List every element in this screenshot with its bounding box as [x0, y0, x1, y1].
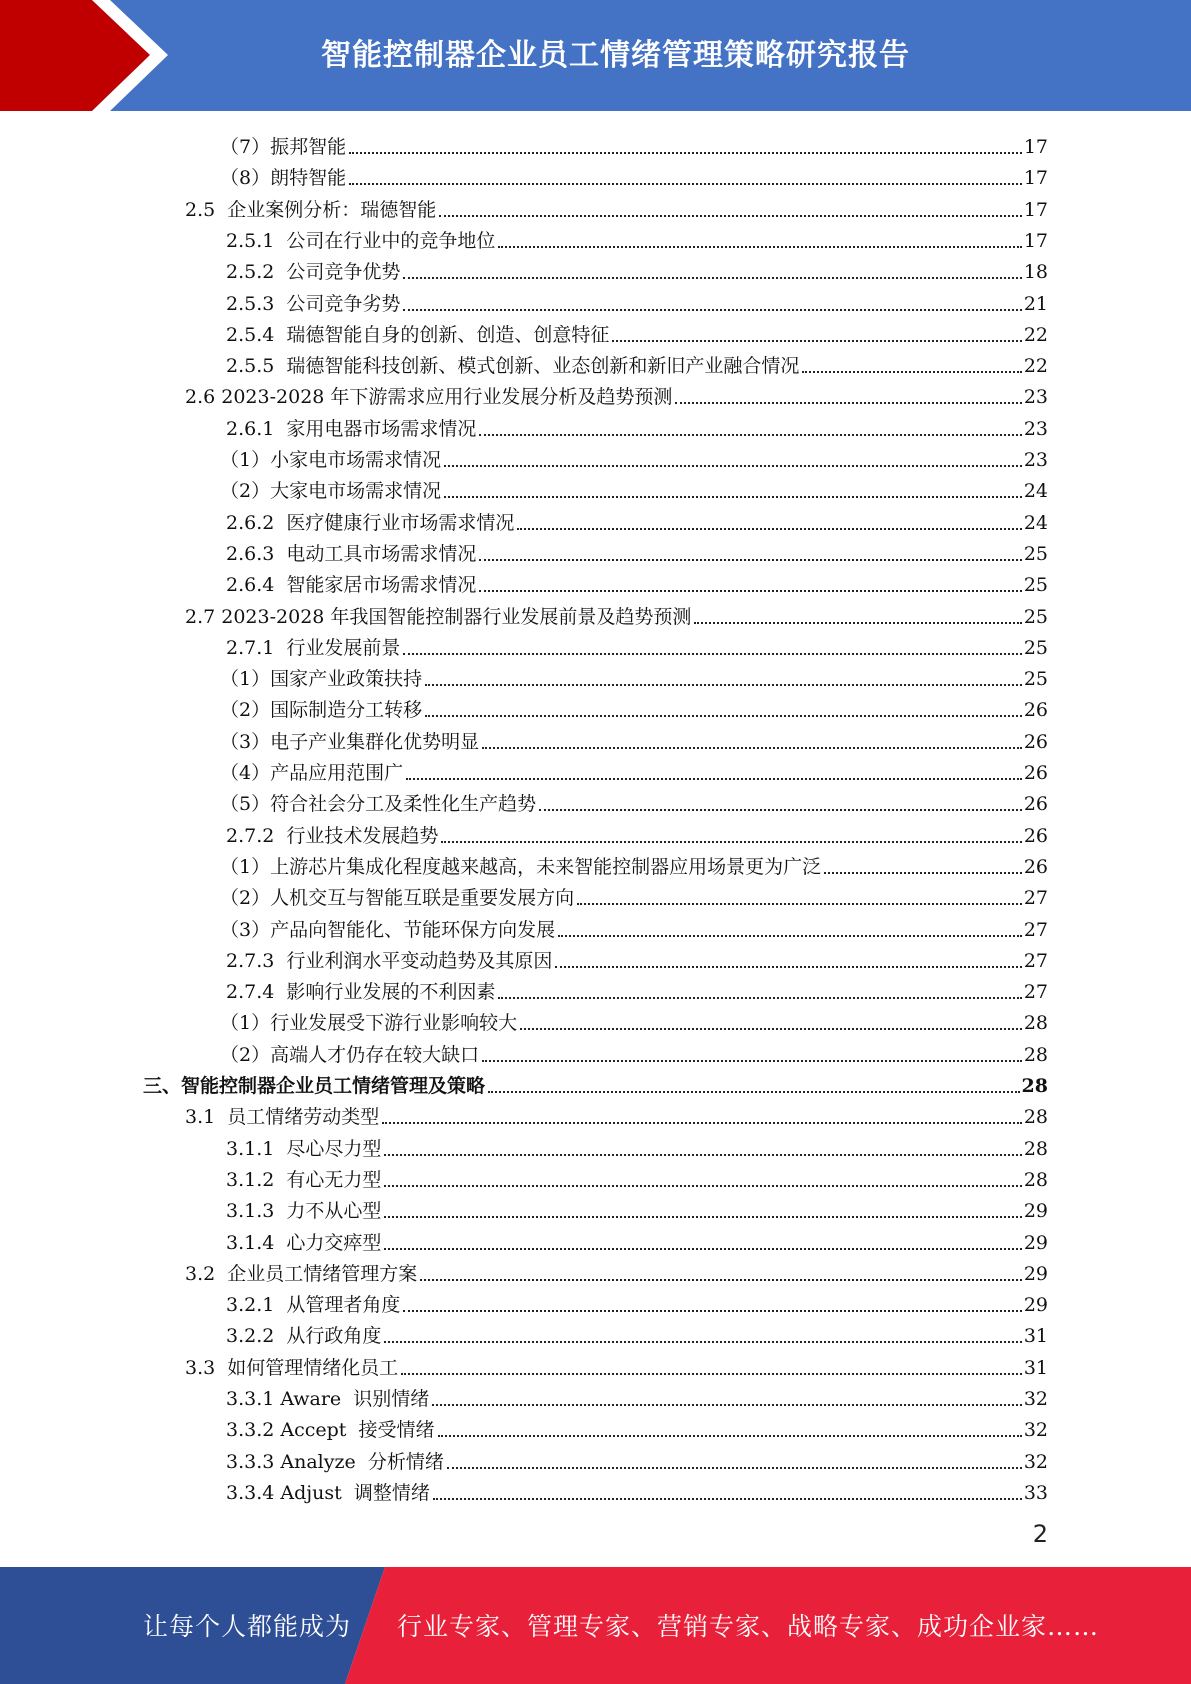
toc-dot-leader [479, 589, 1021, 592]
toc-dot-leader [384, 1215, 1021, 1218]
toc-entry[interactable] [226, 504, 1048, 535]
toc-entry-label: （1）行业发展受下游行业影响较大 [220, 1012, 518, 1035]
toc-entry-page: 21 [1023, 292, 1048, 315]
toc-entry-page: 29 [1023, 1262, 1048, 1285]
toc-entry-page: 17 [1023, 198, 1048, 221]
toc-entry-label: 2.5 企业案例分析：瑞德智能 [185, 198, 437, 221]
toc-entry-label: 3.2.2 从行政角度 [226, 1325, 382, 1348]
toc-entry-page: 24 [1023, 480, 1048, 503]
toc-entry-page: 26 [1023, 855, 1048, 878]
toc-dot-leader [441, 840, 1021, 843]
toc-entry-label: 2.6 2023-2028 年下游需求应用行业发展分析及趋势预测 [185, 386, 673, 409]
toc-dot-leader [539, 808, 1022, 811]
toc-entry-label: （2）国际制造分工转移 [220, 699, 423, 722]
toc-entry[interactable] [185, 598, 1048, 629]
toc-entry-label: 3.2 企业员工情绪管理方案 [185, 1262, 418, 1285]
toc-entry[interactable] [220, 1036, 1048, 1067]
toc-entry-label: 2.6.3 电动工具市场需求情况 [226, 542, 477, 565]
toc-entry-label: 2.7.1 行业发展前景 [226, 636, 401, 659]
toc-entry-label: 2.6.2 医疗健康行业市场需求情况 [226, 511, 515, 534]
toc-dot-leader [479, 433, 1021, 436]
toc-entry[interactable] [226, 1224, 1048, 1255]
toc-entry[interactable] [226, 817, 1048, 848]
toc-entry-label: 2.7.3 行业利润水平变动趋势及其原因 [226, 949, 553, 972]
toc-dot-leader [498, 996, 1021, 999]
toc-entry-page: 17 [1023, 229, 1048, 252]
toc-entry-page: 18 [1023, 261, 1048, 284]
toc-entry[interactable] [143, 1067, 1048, 1098]
toc-entry[interactable] [226, 222, 1048, 253]
toc-dot-leader [349, 182, 1022, 185]
toc-entry-label: 2.5.4 瑞德智能自身的创新、创造、创意特征 [226, 323, 610, 346]
toc-dot-leader [349, 151, 1022, 154]
toc-dot-leader [824, 871, 1022, 874]
toc-entry-page: 28 [1023, 1137, 1048, 1160]
toc-entry-page: 23 [1023, 449, 1048, 471]
toc-dot-leader [517, 527, 1021, 530]
toc-entry-label: 2.6.1 家用电器市场需求情况 [226, 417, 477, 440]
toc-entry[interactable] [220, 879, 1048, 910]
toc-dot-leader [438, 1434, 1022, 1437]
toc-dot-leader [403, 308, 1021, 311]
toc-entry-page: 17 [1023, 136, 1048, 158]
toc-entry[interactable] [185, 1098, 1048, 1129]
toc-dot-leader [444, 464, 1022, 467]
toc-entry-page: 28 [1023, 1043, 1048, 1066]
toc-entry-label: 2.5.5 瑞德智能科技创新、模式创新、业态创新和新旧产业融合情况 [226, 355, 800, 378]
toc-dot-leader [447, 1466, 1022, 1469]
toc-dot-leader [403, 276, 1021, 279]
toc-entry[interactable] [220, 691, 1048, 722]
toc-entry-label: 3.1.3 力不从心型 [226, 1200, 382, 1223]
toc-entry[interactable] [226, 566, 1048, 597]
toc-dot-leader [479, 558, 1021, 561]
toc-entry-label: 2.7.2 行业技术发展趋势 [226, 824, 439, 847]
toc-entry-page: 27 [1023, 949, 1048, 972]
toc-entry[interactable] [226, 1317, 1048, 1348]
toc-entry[interactable] [226, 1474, 1048, 1505]
toc-entry-page: 25 [1023, 574, 1048, 597]
toc-entry[interactable] [220, 911, 1048, 942]
toc-entry[interactable] [226, 973, 1048, 1004]
toc-entry-label: （1）国家产业政策扶持 [220, 668, 423, 691]
toc-entry-page: 25 [1023, 636, 1048, 659]
toc-entry[interactable] [226, 347, 1048, 378]
toc-entry-page: 33 [1023, 1481, 1048, 1504]
toc-entry-label: 3.2.1 从管理者角度 [226, 1294, 401, 1317]
toc-entry[interactable] [226, 535, 1048, 566]
toc-entry-page: 27 [1023, 887, 1048, 910]
toc-entry-page: 24 [1023, 511, 1048, 534]
toc-entry-page: 28 [1023, 1012, 1048, 1035]
toc-dot-leader [403, 652, 1021, 655]
page-header [0, 0, 1191, 111]
toc-entry[interactable] [220, 723, 1048, 754]
toc-entry[interactable] [185, 378, 1048, 409]
toc-entry-label: （3）电子产业集群化优势明显 [220, 730, 480, 753]
toc-entry[interactable] [220, 159, 1048, 190]
toc-entry[interactable] [226, 1161, 1048, 1192]
toc-entry[interactable] [226, 1192, 1048, 1223]
toc-entry-label: 2.5.1 公司在行业中的竞争地位 [226, 229, 496, 252]
toc-entry[interactable] [220, 660, 1048, 691]
toc-dot-leader [420, 1278, 1022, 1281]
toc-entry-page: 29 [1023, 1200, 1048, 1223]
toc-entry[interactable] [226, 1380, 1048, 1411]
toc-entry-label: 3.3.2 Accept 接受情绪 [226, 1419, 435, 1442]
toc-entry-label: （1）小家电市场需求情况 [220, 449, 442, 471]
toc-entry-label: 3.1.1 尽心尽力型 [226, 1137, 382, 1160]
toc-entry-page: 32 [1023, 1388, 1048, 1410]
page-footer [0, 1567, 1191, 1684]
toc-dot-leader [444, 495, 1022, 498]
toc-entry[interactable] [185, 1349, 1048, 1380]
toc-entry[interactable] [226, 942, 1048, 973]
toc-entry-label: （8）朗特智能 [220, 167, 347, 190]
toc-entry[interactable] [226, 1286, 1048, 1317]
toc-entry-label: （2）人机交互与智能互联是重要发展方向 [220, 887, 575, 910]
toc-entry-label: 3.3.3 Analyze 分析情绪 [226, 1450, 444, 1473]
toc-dot-leader [612, 339, 1021, 342]
toc-dot-leader [433, 1497, 1022, 1500]
toc-entry[interactable] [220, 128, 1048, 159]
toc-dot-leader [384, 1153, 1021, 1156]
footer-slogan-left: 让每个人都能成为 [143, 1612, 352, 1641]
toc-entry[interactable] [185, 1255, 1048, 1286]
toc-dot-leader [498, 245, 1021, 248]
toc-entry-label: 3.3.1 Aware 识别情绪 [226, 1388, 430, 1410]
toc-dot-leader [384, 1247, 1021, 1250]
toc-dot-leader [382, 1121, 1022, 1124]
toc-entry-label: 2.7.4 影响行业发展的不利因素 [226, 981, 496, 1004]
toc-entry[interactable] [220, 1004, 1048, 1035]
toc-entry-page: 22 [1023, 355, 1048, 378]
toc-entry-label: 2.7 2023-2028 年我国智能控制器行业发展前景及趋势预测 [185, 605, 692, 628]
toc-dot-leader [384, 1184, 1021, 1187]
toc-entry-page: 23 [1023, 417, 1048, 440]
toc-entry-label: （2）大家电市场需求情况 [220, 480, 442, 503]
toc-entry-page: 26 [1023, 730, 1048, 753]
toc-dot-leader [520, 1027, 1022, 1030]
toc-dot-leader [577, 902, 1022, 905]
toc-entry-page: 26 [1023, 824, 1048, 847]
toc-entry[interactable] [226, 285, 1048, 316]
toc-entry-page: 32 [1023, 1419, 1048, 1442]
toc-entry-page: 26 [1023, 699, 1048, 722]
toc-entry[interactable] [226, 410, 1048, 441]
toc-entry-page: 31 [1023, 1325, 1048, 1348]
toc-entry[interactable] [226, 1443, 1048, 1474]
page-number: 2 [1032, 1520, 1048, 1548]
toc-entry[interactable] [220, 785, 1048, 816]
toc-entry-label: （5）符合社会分工及柔性化生产趋势 [220, 793, 537, 816]
toc-entry-page: 28 [1023, 1168, 1048, 1191]
toc-dot-leader [558, 934, 1022, 937]
toc-entry-label: 3.1 员工情绪劳动类型 [185, 1106, 380, 1129]
toc-entry-page: 28 [1021, 1075, 1048, 1097]
toc-entry-page: 31 [1023, 1356, 1048, 1379]
toc-entry-label: （4）产品应用范围广 [220, 762, 404, 784]
toc-dot-leader [439, 214, 1022, 217]
toc-dot-leader [401, 1372, 1022, 1375]
toc-entry-label: （3）产品向智能化、节能环保方向发展 [220, 918, 556, 941]
toc-entry-label: （7）振邦智能 [220, 136, 347, 158]
toc-entry[interactable] [220, 472, 1048, 503]
toc-entry[interactable] [220, 754, 1048, 785]
toc-entry-page: 29 [1023, 1294, 1048, 1317]
toc-entry-page: 25 [1023, 542, 1048, 565]
toc-entry[interactable] [226, 629, 1048, 660]
toc-dot-leader [675, 401, 1021, 404]
toc-entry-page: 23 [1023, 386, 1048, 409]
toc-dot-leader [555, 965, 1021, 968]
footer-slogan-right: 行业专家、管理专家、营销专家、战略专家、成功企业家…… [397, 1612, 1100, 1641]
toc-entry[interactable] [226, 1411, 1048, 1442]
toc-entry-label: 三、智能控制器企业员工情绪管理及策略 [143, 1075, 486, 1097]
toc-entry-label: 3.3 如何管理情绪化员工 [185, 1356, 399, 1379]
toc-dot-leader [488, 1090, 1020, 1093]
toc-entry-page: 17 [1023, 167, 1048, 190]
toc-dot-leader [432, 1403, 1022, 1406]
toc-entry-page: 27 [1023, 918, 1048, 941]
toc-entry[interactable] [226, 253, 1048, 284]
toc-dot-leader [802, 370, 1021, 373]
toc-entry-page: 25 [1023, 668, 1048, 691]
toc-entry-label: 2.6.4 智能家居市场需求情况 [226, 574, 477, 597]
toc-entry-label: 3.1.2 有心无力型 [226, 1168, 382, 1191]
toc-entry-page: 25 [1023, 605, 1048, 628]
toc-entry-page: 26 [1023, 793, 1048, 816]
toc-entry-page: 26 [1023, 762, 1048, 784]
toc-entry-label: 2.5.2 公司竞争优势 [226, 261, 401, 284]
toc-entry-label: （1）上游芯片集成化程度越来越高，未来智能控制器应用场景更为广泛 [220, 855, 822, 878]
toc-dot-leader [482, 1059, 1022, 1062]
toc-dot-leader [694, 621, 1021, 624]
toc-dot-leader [425, 683, 1022, 686]
toc-entry-page: 32 [1023, 1450, 1048, 1473]
toc-entry[interactable] [185, 191, 1048, 222]
toc-entry[interactable] [220, 848, 1048, 879]
toc-dot-leader [403, 1309, 1021, 1312]
toc-dot-leader [482, 746, 1022, 749]
toc-entry-label: 3.3.4 Adjust 调整情绪 [226, 1481, 430, 1504]
toc-entry-page: 28 [1023, 1106, 1048, 1129]
toc-entry-label: （2）高端人才仍存在较大缺口 [220, 1043, 480, 1066]
toc-entry[interactable] [220, 441, 1048, 472]
toc-dot-leader [384, 1340, 1021, 1343]
toc-dot-leader [425, 714, 1022, 717]
toc-entry-page: 27 [1023, 981, 1048, 1004]
toc-entry-label: 2.5.3 公司竞争劣势 [226, 292, 401, 315]
toc-entry[interactable] [226, 1130, 1048, 1161]
toc-dot-leader [406, 777, 1022, 780]
toc-entry-page: 29 [1023, 1231, 1048, 1254]
report-title: 智能控制器企业员工情绪管理策略研究报告 [321, 38, 910, 73]
toc-entry-page: 22 [1023, 323, 1048, 346]
toc-entry-label: 3.1.4 心力交瘁型 [226, 1231, 382, 1254]
toc-entry[interactable] [226, 316, 1048, 347]
